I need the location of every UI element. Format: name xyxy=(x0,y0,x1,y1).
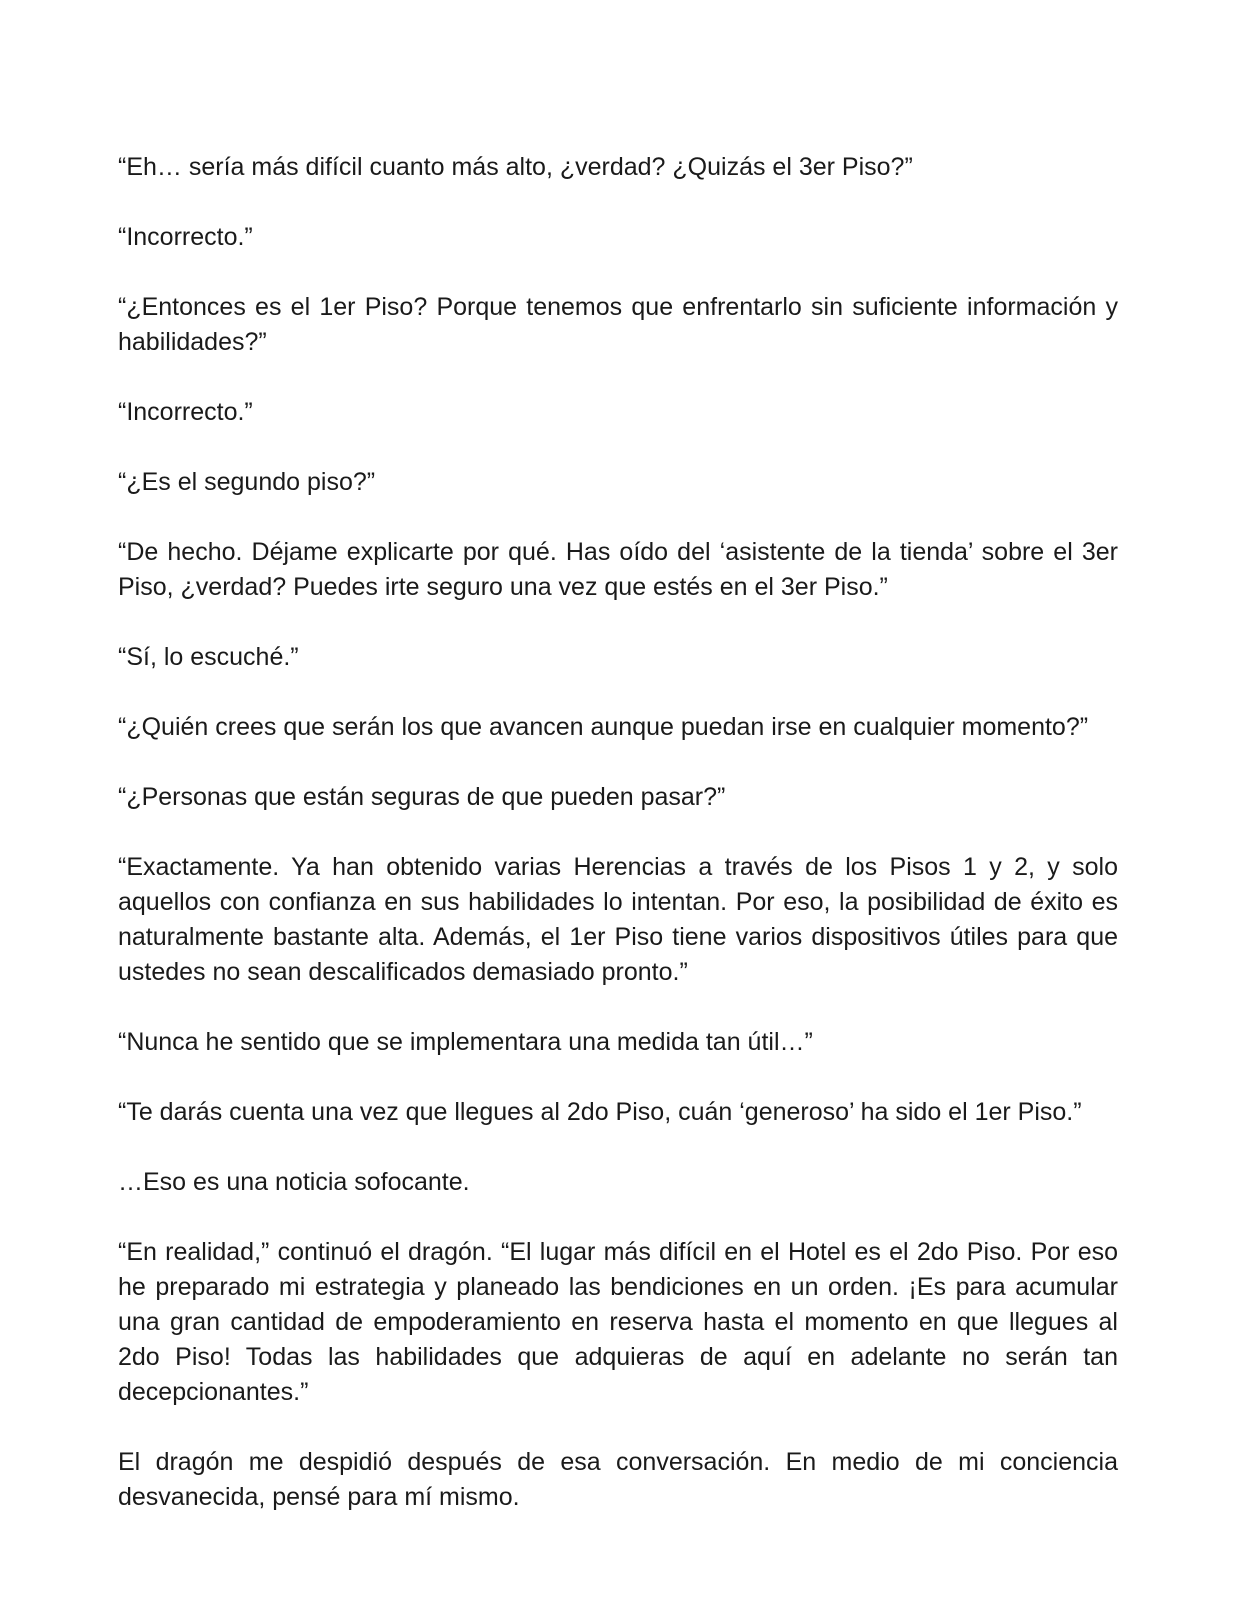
paragraph: “Incorrecto.” xyxy=(118,223,253,251)
paragraph: “¿Personas que están seguras de que pueden pasar?” xyxy=(118,783,726,811)
paragraph: “Incorrecto.” xyxy=(118,398,253,426)
paragraph: “¿Entonces es el 1er Piso? Porque tenemos que enfrentarlo sin suficiente información y habilidades?” xyxy=(118,293,1118,356)
paragraph: El dragón me despidió después de esa conversación. En medio de mi conciencia desvanecida, pensé para mí mismo. xyxy=(118,1448,1118,1511)
paragraph: “En realidad,” continuó el dragón. “El lugar más difícil en el Hotel es el 2do Piso. Por eso he preparado mi estrategia y planeado las bendiciones en un orden. ¡Es para acumular una gran cantidad de empoderamiento en reserva hasta el momento en que llegues al 2do Piso! Todas las habilidades que adquieras de aquí en adelante no serán tan decepcionantes.” xyxy=(118,1238,1118,1406)
paragraph: “Sí, lo escuché.” xyxy=(118,643,299,671)
paragraph: “¿Quién crees que serán los que avancen aunque puedan irse en cualquier momento?” xyxy=(118,713,1089,741)
paragraph: “De hecho. Déjame explicarte por qué. Has oído del ‘asistente de la tienda’ sobre el 3er Piso, ¿verdad? Puedes irte seguro una vez que estés en el 3er Piso.” xyxy=(118,538,1118,601)
paragraph: “Exactamente. Ya han obtenido varias Herencias a través de los Pisos 1 y 2, y solo aquellos con confianza en sus habilidades lo intentan. Por eso, la posibilidad de éxito es naturalmente bastante alta. Además, el 1er Piso tiene varios dispositivos útiles para que ustedes no sean descalificados demasiado pronto.” xyxy=(118,853,1118,986)
paragraph: …Eso es una noticia sofocante. xyxy=(118,1168,470,1196)
paragraph: “Nunca he sentido que se implementara una medida tan útil…” xyxy=(118,1028,813,1056)
paragraph: “Eh… sería más difícil cuanto más alto, ¿verdad? ¿Quizás el 3er Piso?” xyxy=(118,153,913,181)
paragraph: “¿Es el segundo piso?” xyxy=(118,468,376,496)
text-body xyxy=(118,150,1118,1515)
paragraph: “Te darás cuenta una vez que llegues al 2do Piso, cuán ‘generoso’ ha sido el 1er Piso.” xyxy=(118,1098,1082,1126)
